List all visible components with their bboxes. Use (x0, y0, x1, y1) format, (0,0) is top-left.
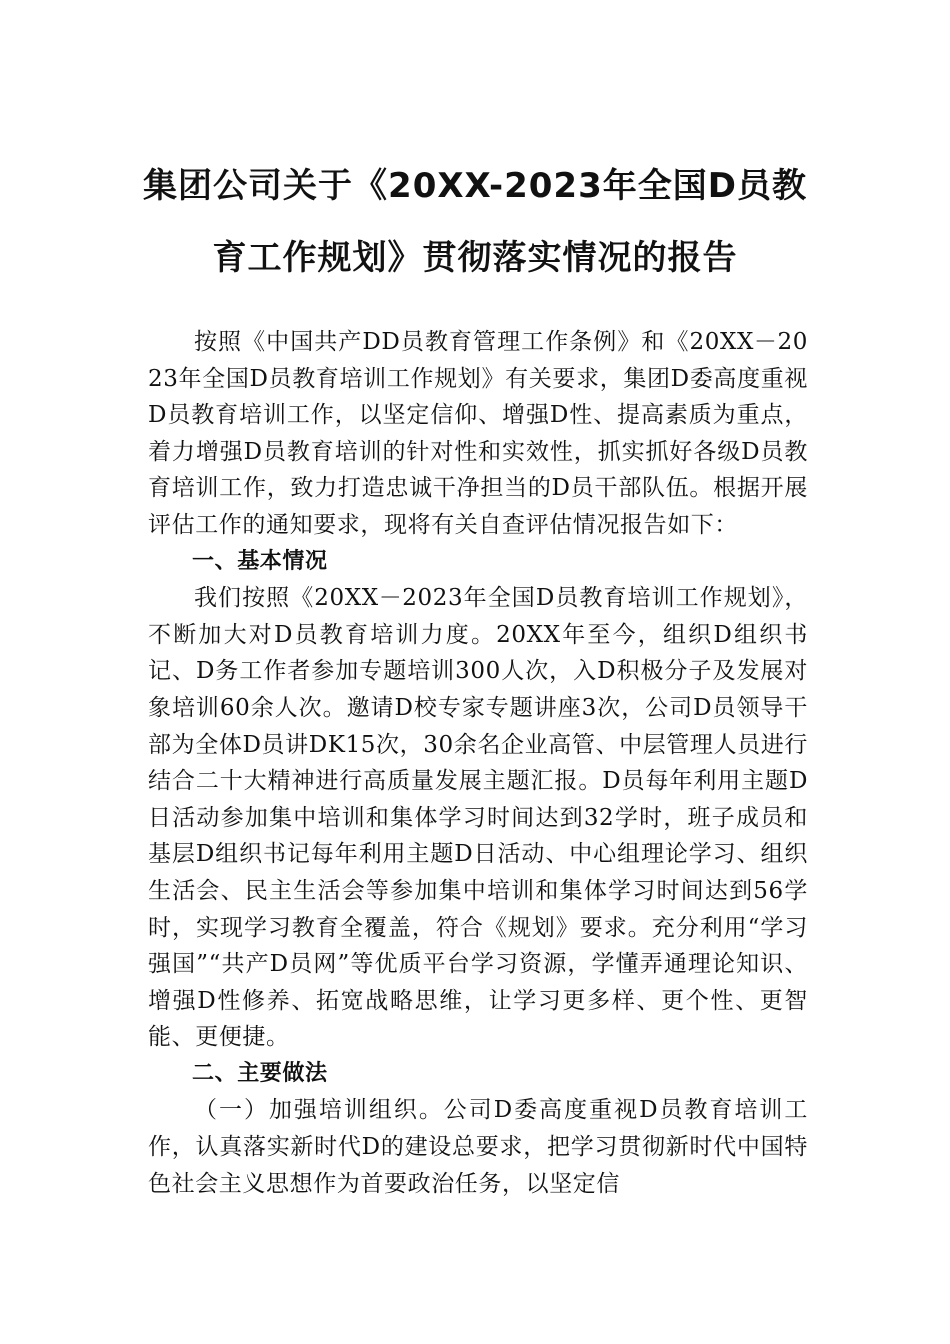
title-line-1: 集团公司关于《20XX-2023年全国D员教 (143, 166, 807, 206)
title-line-2: 育工作规划》贯彻落实情况的报告 (212, 238, 738, 278)
basic-situation-paragraph: 我们按照《20XX－2023年全国D员教育培训工作规划》，不断加大对D员教育培训力度。20XX年至今，组织D组织书记、D务工作者参加专题培训300人次，入D积极分子及发展对象培训60余人次。邀请D校专家专题讲座3次，公司D员领导干部为全体D员讲DK15次，30余名企业高管、中层管理人员进行结合二十大精神进行高质量发展主题汇报。D员每年利用主题D日活动参加集中培训和集体学习时间达到32学时，班子成员和基层D组织书记每年利用主题D日活动、中心组理论学习、组织生活会、民主生活会等参加集中培训和集体学习时间达到56学时，实现学习教育全覆盖，符合《规划》要求。充分利用“学习强国”“共产D员网”等优质平台学习资源，学懂弄通理论知识、增强D性修养、拓宽战略思维，让学习更多样、更个性、更智能、更便捷。 (148, 585, 808, 1051)
section-heading-basic-situation: 一、基本情况 (192, 548, 328, 574)
main-practices-paragraph: （一）加强培训组织。公司D委高度重视D员教育培训工作，认真落实新时代D的建设总要求，把学习贯彻新时代中国特色社会主义思想作为首要政治任务，以坚定信 (148, 1097, 808, 1197)
intro-paragraph: 按照《中国共产DD员教育管理工作条例》和《20XX－2023年全国D员教育培训工作规划》有关要求，集团D委高度重视D员教育培训工作，以坚定信仰、增强D性、提高素质为重点，着力增强D员教育培训的针对性和实效性，抓实抓好各级D员教育培训工作，致力打造忠诚干净担当的D员干部队伍。根据开展评估工作的通知要求，现将有关自查评估情况报告如下： (148, 329, 808, 538)
document-title (120, 150, 830, 294)
section-heading-main-practices: 二、主要做法 (192, 1060, 328, 1086)
document-body (148, 324, 808, 1202)
